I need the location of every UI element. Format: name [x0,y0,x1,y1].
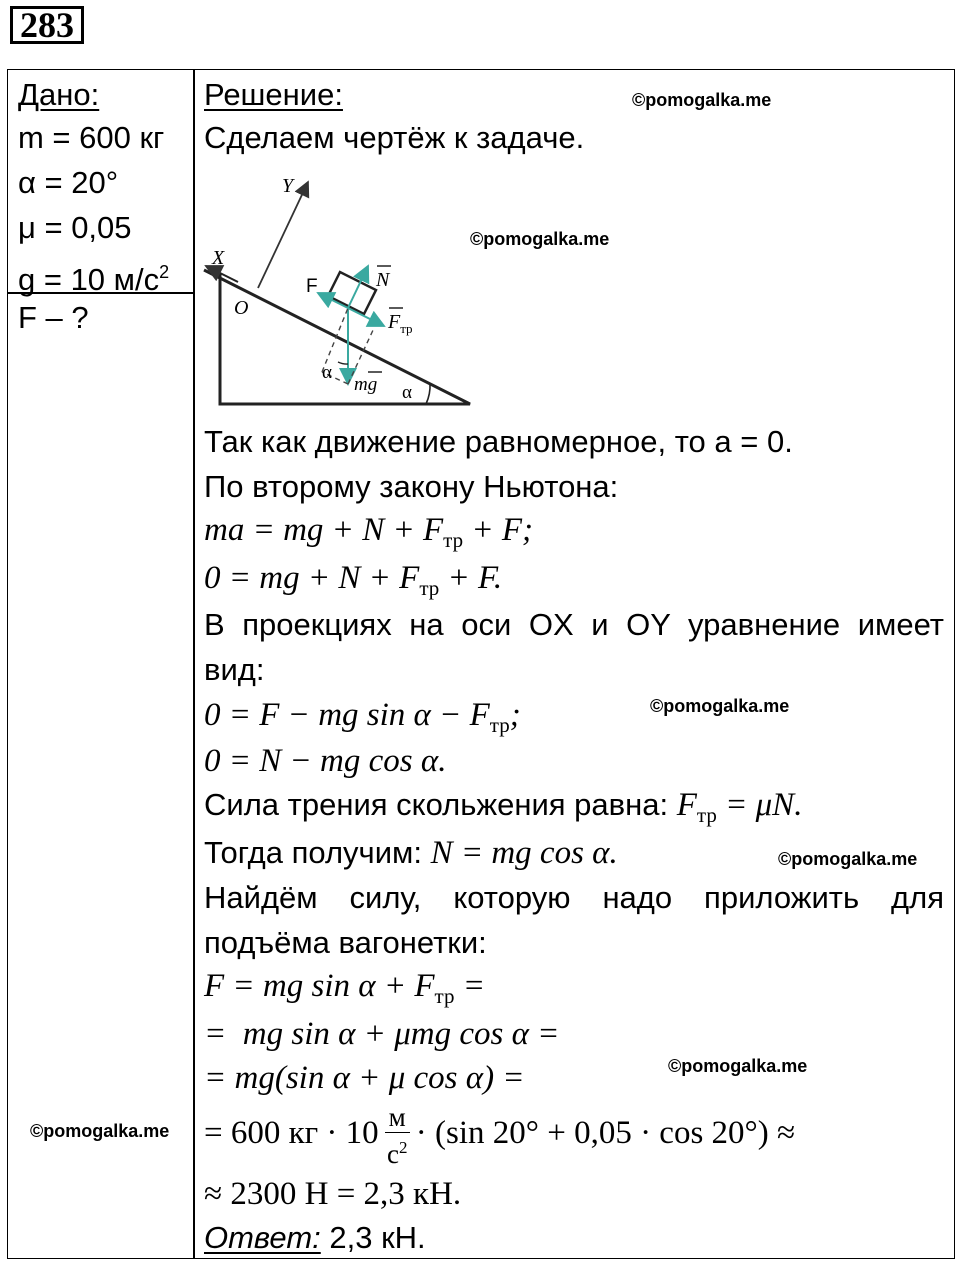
watermark: ©pomogalka.me [30,1121,170,1141]
equation-5-end: = [454,968,485,1004]
friction-equation-sub: тр [696,803,717,827]
equation-8-end: · (sin 20° + 0,05 · cos 20°) ≈ [415,1115,796,1151]
watermark: ©pomogalka.me [778,849,918,869]
given-find: F – ? [18,300,89,335]
normal-force-arrow [348,266,368,308]
equation-9: ≈ 2300 Н = 2,3 кН. [204,1176,462,1212]
solution-intro: Сделаем чертёж к задаче. [204,120,585,155]
equation-5 [204,968,485,1014]
angle-arc-gravity [338,362,348,364]
text-projection-1: В проекциях на оси OX и OY уравнение имеет [204,607,944,642]
angle-arc-incline [426,383,430,404]
friction-equation-f: F [676,787,697,823]
text-find-force-1: Найдём силу, которую надо приложить для [204,880,944,915]
friction-equation-end: = μN. [716,787,803,823]
text-projection-2: вид: [204,652,265,687]
given-angle: α = 20° [18,165,119,200]
given-g-exp: 2 [159,262,170,282]
answer [204,1220,426,1256]
text-friction-label: Сила трения скольжения равна: [204,787,677,822]
equation-3-sub: тр [489,713,510,737]
given-mass: m = 600 кг [18,120,165,155]
label-normal: N [376,269,390,291]
friction-equation [676,787,803,827]
equation-2-sub: тр [419,576,440,600]
given-g [18,254,169,298]
equation-8-start: = 600 кг · 10 [204,1115,379,1151]
equation-2-main: 0 = mg + N + F [204,560,420,596]
unit-denominator [385,1133,410,1169]
label-friction [387,311,413,336]
equation-1-sub: тр [443,528,464,552]
equation-3 [204,697,521,743]
given-g-base: g = 10 м/с [18,262,160,297]
unit-numerator: м [385,1102,410,1133]
given-mu: μ = 0,05 [18,210,132,245]
equation-8 [204,1098,795,1169]
text-friction [204,787,802,833]
label-angle-gravity: α [322,362,332,383]
incline-diagram [198,168,488,413]
label-friction-sub: тр [400,321,413,336]
text-newton: По второму закону Ньютона: [204,469,619,504]
label-origin: O [234,297,249,319]
watermark: ©pomogalka.me [470,229,610,249]
equation-7: = mg(sin α + μ cos α) = [204,1060,525,1096]
label-y-axis: Y [282,175,294,197]
solution-header: Решение: [204,77,343,112]
label-gravity: mg [354,374,378,395]
column-divider [193,69,195,1259]
watermark: ©pomogalka.me [668,1056,808,1076]
equation-2-end: + F. [439,560,503,596]
equation-1-end: + F; [463,512,533,548]
text-then-label: Тогда получим: [204,835,431,870]
watermark: ©pomogalka.me [650,696,790,716]
text-find-force-2: подъёма вагонетки: [204,925,487,960]
given-header: Дано: [18,77,100,112]
label-force-f: F [306,276,318,297]
equation-1 [204,512,533,558]
label-x-axis: X [212,247,225,269]
label-angle-incline: α [402,382,412,403]
problem-number: 283 [10,6,84,44]
cart-box [328,272,376,314]
label-friction-main: F [388,311,401,333]
answer-label: Ответ: [204,1220,321,1255]
equation-1-main: ma = mg + N + F [204,512,444,548]
force-f-arrow [318,293,348,308]
equation-3-end: ; [509,697,521,733]
text-then [204,835,618,871]
equation-2 [204,560,502,606]
equation-4: 0 = N − mg cos α. [204,743,447,779]
watermark: ©pomogalka.me [632,90,772,110]
text-uniform: Так как движение равномерное, то a = 0. [204,424,793,459]
unit-denominator-exp: 2 [398,1137,408,1157]
unit-denominator-base: с [386,1138,399,1169]
normal-equation: N = mg cos α. [430,835,618,871]
equation-6: = mg sin α + μmg cos α = [204,1016,560,1052]
equation-5-main: F = mg sin α + F [204,968,435,1004]
equation-5-sub: тр [434,984,455,1008]
equation-3-main: 0 = F − mg sin α − F [204,697,490,733]
y-axis-arrow [258,182,308,288]
answer-value: 2,3 кН. [320,1220,426,1255]
unit-fraction [385,1102,410,1169]
